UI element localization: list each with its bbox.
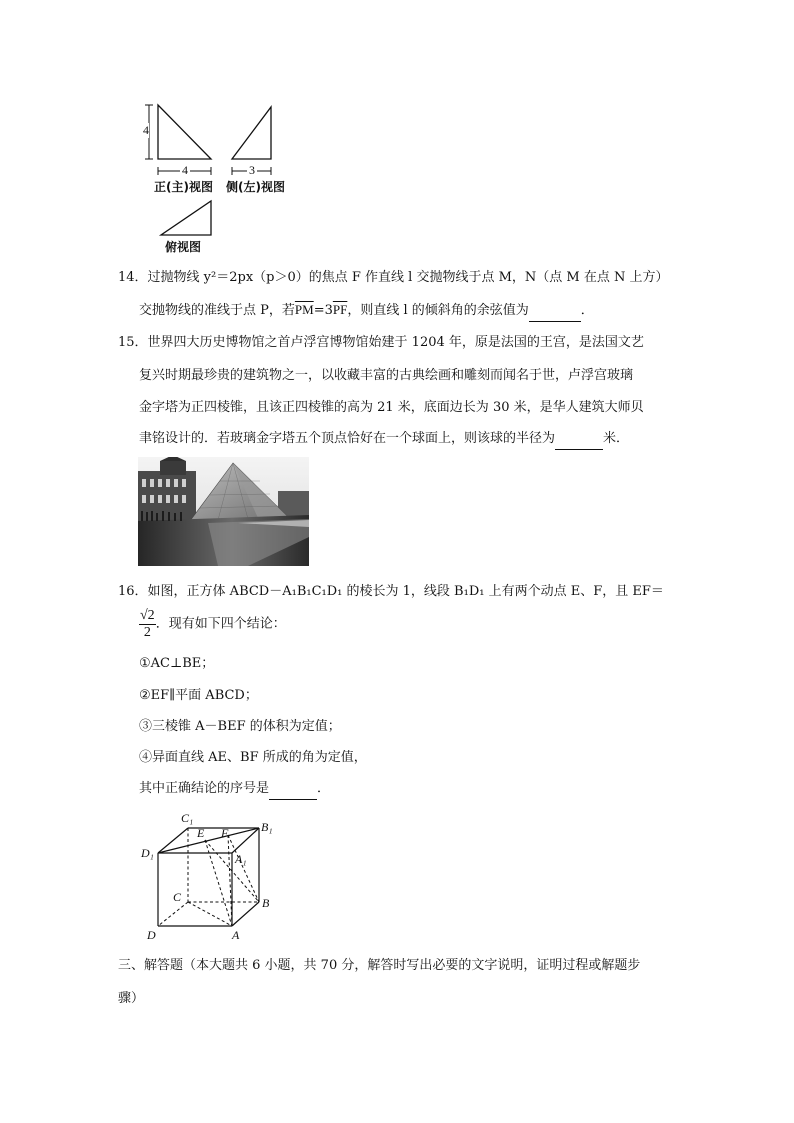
fraction-numerator: √2 xyxy=(140,608,155,623)
q16-question-end: ． xyxy=(317,781,331,796)
q16-answer-blank[interactable] xyxy=(269,779,317,800)
q14-number: 14． xyxy=(118,270,148,285)
q14-end: ． xyxy=(580,303,594,318)
q16-line2 xyxy=(139,608,286,641)
q15-line4 xyxy=(139,429,629,450)
three-views-figure xyxy=(140,100,310,260)
label-d1: D₁ xyxy=(141,846,154,860)
louvre-pyramid-illustration xyxy=(138,457,309,566)
label-c: C xyxy=(173,890,182,904)
front-height-label: 4 xyxy=(143,123,149,137)
q16-question xyxy=(139,779,330,800)
q15-end: 米． xyxy=(603,431,630,446)
q16-item-4: ④异面直线 AE、BF 所成的角为定值， xyxy=(139,750,367,765)
side-view-caption: 侧(左)视图 xyxy=(226,180,285,194)
q15-text-line1: 世界四大历史博物馆之首卢浮宫博物馆始建于 1204 年，原是法国的王宫，是法国文艺 xyxy=(147,335,644,350)
q16-item-1: ①AC⊥BE； xyxy=(139,656,215,671)
louvre-pyramid-photo xyxy=(138,457,309,566)
fraction-denominator: 2 xyxy=(143,625,151,640)
q16-item-2: ②EF∥平面 ABCD； xyxy=(139,688,258,703)
side-width-label: 3 xyxy=(249,163,255,177)
section3-heading-line2: 骤） xyxy=(118,991,145,1006)
q15-line1 xyxy=(118,333,644,353)
label-a1: A₁ xyxy=(235,852,247,866)
vector-pm: $\overline{PM}$ xyxy=(294,302,314,317)
label-e: E xyxy=(197,826,205,840)
label-f: F xyxy=(221,826,229,840)
vector-pf: $\overline{PF}$ xyxy=(332,302,348,317)
q16-item-3: ③三棱锥 A－BEF 的体积为定值； xyxy=(139,719,341,734)
q14-eq-mid: =3 xyxy=(313,303,333,318)
q14-answer-blank[interactable] xyxy=(529,301,581,322)
q16-number: 16． xyxy=(118,584,148,599)
cube-figure xyxy=(135,808,285,948)
label-d: D xyxy=(147,928,156,942)
section3-heading-line1: 三、解答题（本大题共 6 小题，共 70 分，解答时写出必要的文字说明，证明过程或解题步 xyxy=(118,958,641,973)
q15-line3: 金字塔为正四棱锥，且该正四棱锥的高为 21 米，底面边长为 30 米，是华人建筑大师贝 xyxy=(139,400,644,415)
label-c1: C₁ xyxy=(181,811,194,825)
q15-answer-blank[interactable] xyxy=(555,429,603,450)
front-width-label: 4 xyxy=(182,163,188,177)
front-view-caption: 正(主)视图 xyxy=(154,180,213,194)
q14-text-line1: 过抛物线 y²＝2px（p＞0）的焦点 F 作直线 l 交抛物线于点 M，N（点 M 在点 N 上方） xyxy=(147,270,669,285)
label-b: B xyxy=(262,896,270,910)
top-view-caption: 俯视图 xyxy=(165,240,202,254)
q15-number: 15． xyxy=(118,335,148,350)
q16-question-text: 其中正确结论的序号是 xyxy=(139,781,270,796)
q16-text-line2: ．现有如下四个结论： xyxy=(155,616,286,632)
q14-line1 xyxy=(118,268,669,288)
q16-line1 xyxy=(118,582,664,602)
label-b1: B₁ xyxy=(261,820,273,834)
q14-text-line2b: ，则直线 l 的倾斜角的余弦值为 xyxy=(347,303,529,318)
q15-line2: 复兴时期最珍贵的建筑物之一，以收藏丰富的古典绘画和雕刻而闻名于世，卢浮宫玻璃 xyxy=(139,368,634,383)
q15-text-line4: 聿铭设计的．若玻璃金字塔五个顶点恰好在一个球面上，则该球的半径为 xyxy=(139,431,556,446)
q14-text-line2a: 交抛物线的准线于点 P，若 xyxy=(139,303,295,318)
fraction-sqrt2-over-2 xyxy=(139,608,156,641)
q14-line2 xyxy=(139,300,594,322)
q16-text-line1: 如图，正方体 ABCD－A₁B₁C₁D₁ 的棱长为 1，线段 B₁D₁ 上有两个动点 E、F，且 EF＝ xyxy=(147,584,664,599)
label-a: A xyxy=(232,928,240,942)
